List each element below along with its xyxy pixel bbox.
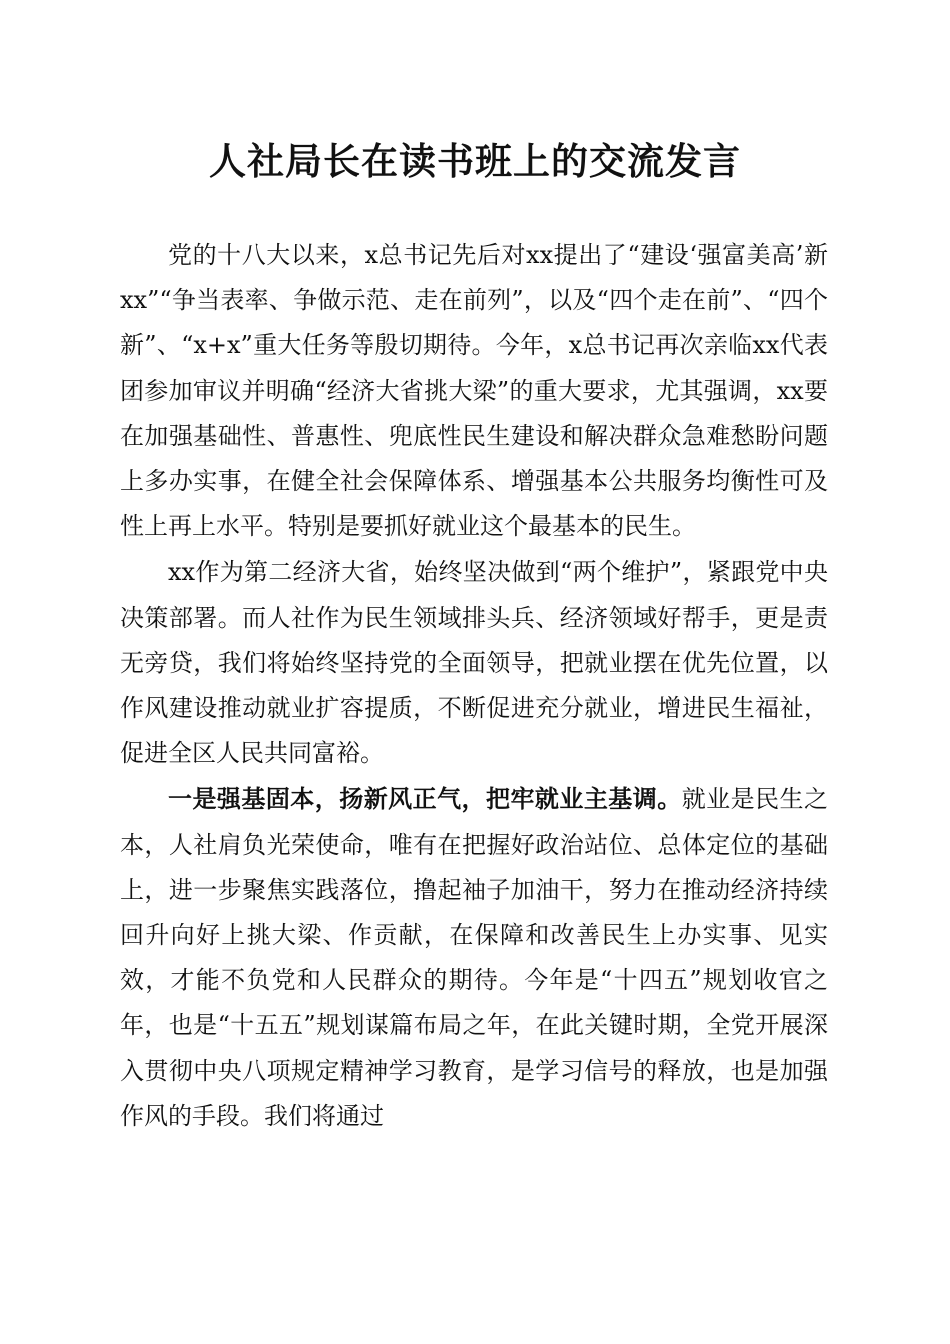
document-body [120, 232, 828, 1139]
paragraph-lead: 一是强基固本，扬新风正气，把牢就业主基调。 [168, 784, 682, 814]
paragraph-2 [120, 549, 828, 776]
paragraph-text: 就业是民生之本，人社肩负光荣使命，唯有在把握好政治站位、总体定位的基础上，进一步聚焦实践落位，撸起袖子加油干，努力在推动经济持续回升向好上挑大梁、作贡献，在保障和改善民生上办实事、见实效，才能不负党和人民群众的期待。今年是“十四五”规划收官之年，也是“十五五”规划谋篇布局之年，在此关键时期，全党开展深入贯彻中央八项规定精神学习教育，是学习信号的释放，也是加强作风的手段。我们将通过 [120, 785, 829, 1130]
paragraph-1 [120, 232, 828, 549]
paragraph-3 [120, 776, 828, 1139]
paragraph-text: xx作为第二经济大省，始终坚决做到“两个维护”，紧跟党中央决策部署。而人社作为民生领域排头兵、经济领域好帮手，更是责无旁贷，我们将始终坚持党的全面领导，把就业摆在优先位置，以作风建设推动就业扩容提质，不断促进充分就业，增进民生福祉，促进全区人民共同富裕。 [120, 558, 828, 768]
paragraph-text: 党的十八大以来，x总书记先后对xx提出了“建设‘强富美高’新xx”“争当表率、争做示范、走在前列”，以及“四个走在前”、“四个新”、“x+x”重大任务等殷切期待。今年，x总书记再次亲临xx代表团参加审议并明确“经济大省挑大梁”的重大要求，尤其强调，xx要在加强基础性、普惠性、兜底性民生建设和解决群众急难愁盼问题上多办实事，在健全社会保障体系、增强基本公共服务均衡性可及性上再上水平。特别是要抓好就业这个最基本的民生。 [120, 241, 828, 541]
document-title: 人社局长在读书班上的交流发言 [209, 139, 741, 183]
